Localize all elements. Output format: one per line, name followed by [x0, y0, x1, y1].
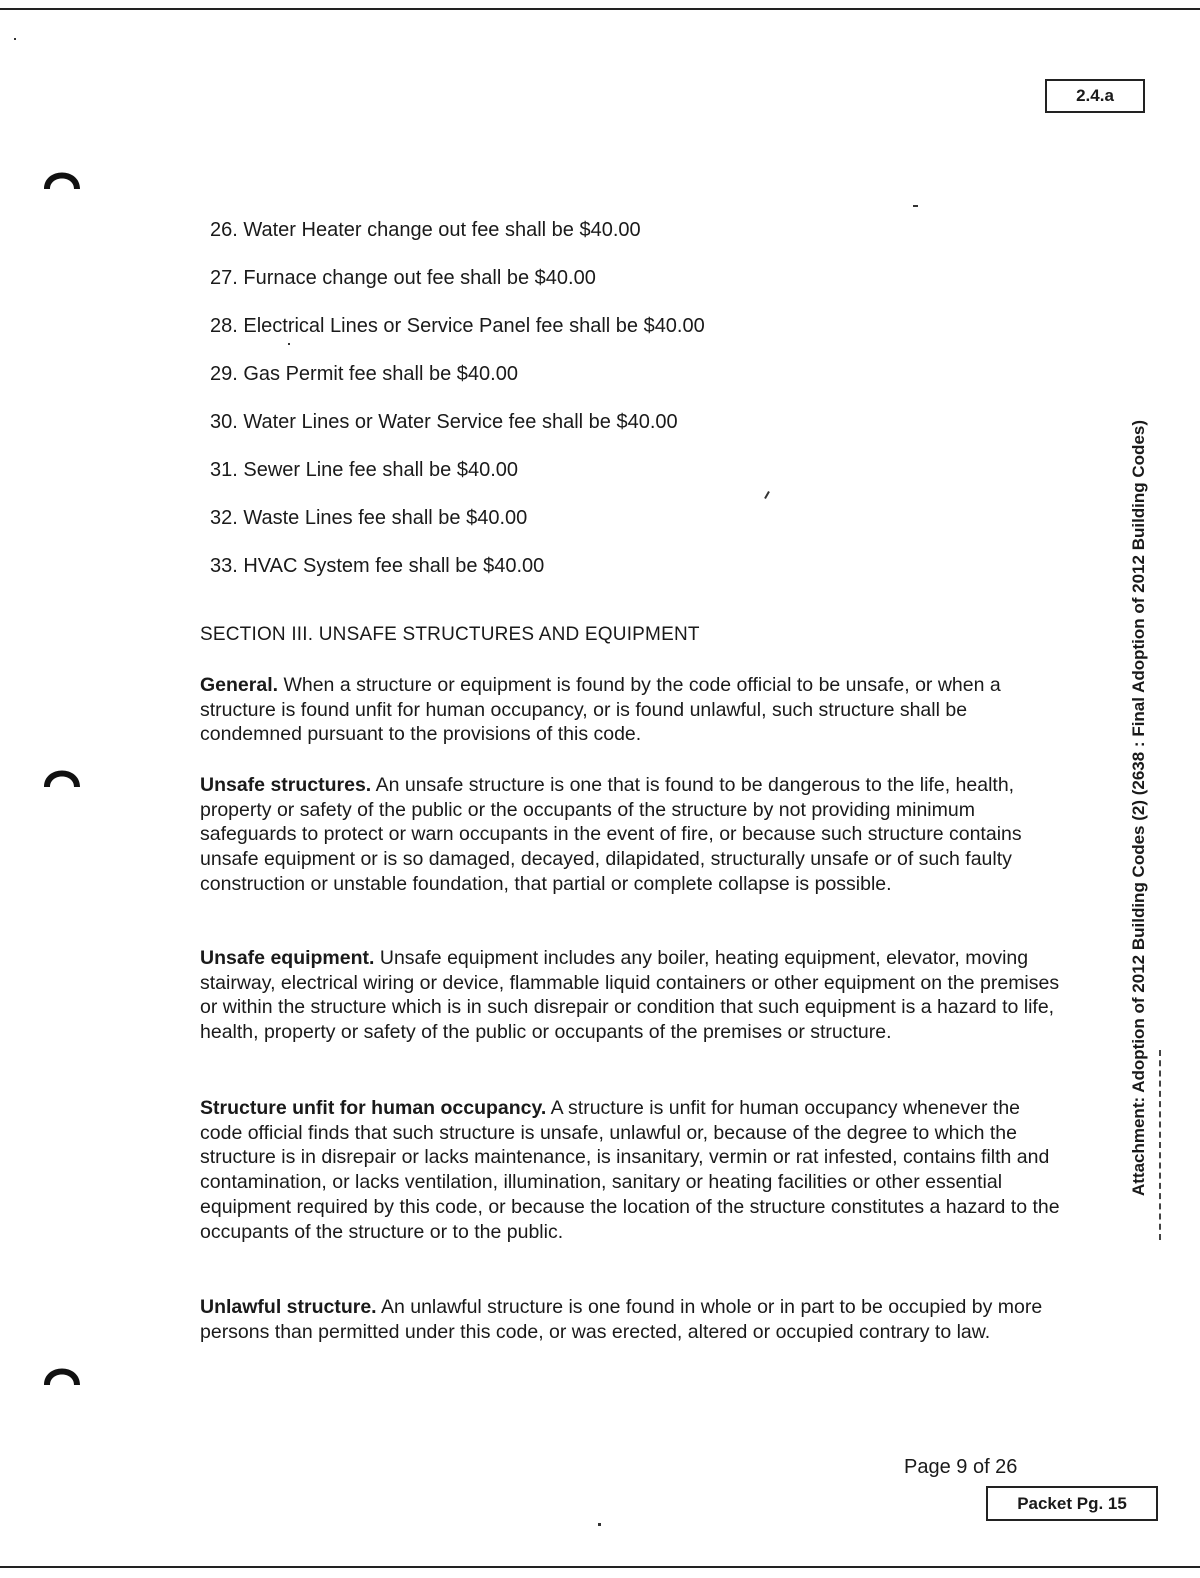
- punch-hole-icon: [40, 1357, 84, 1387]
- paragraph-unsafe-structures: [200, 773, 1060, 897]
- scan-speck: [598, 1523, 601, 1526]
- bottom-edge-line: [0, 1566, 1200, 1568]
- fee-item: 29. Gas Permit fee shall be $40.00: [210, 363, 518, 385]
- section-heading: SECTION III. UNSAFE STRUCTURES AND EQUIPMENT: [200, 624, 700, 645]
- paragraph-term: General.: [200, 674, 279, 696]
- fee-item: 28. Electrical Lines or Service Panel fee shall be $40.00: [210, 315, 705, 337]
- scan-speck: [913, 205, 918, 207]
- punch-hole-icon: [40, 161, 84, 191]
- fee-item: 27. Furnace change out fee shall be $40.00: [210, 267, 596, 289]
- top-edge-line: [0, 8, 1200, 10]
- paragraph-text: An unsafe structure is one that is found to be dangerous to the life, health, property or safety of the public or the occupants of the structure by not providing minimum safeguards to protect or warn occupants in the event of fire, or because such structure contains unsafe equipment or is so damaged, decayed, dilapidated, structurally unsafe or of such faulty construction or unstable foundation, that partial or complete collapse is possible.: [200, 774, 1022, 895]
- paragraph-text: A structure is unfit for human occupancy whenever the code official finds that such structure is unsafe, unlawful or, because of the degree to which the structure is in disrepair or lacks maintenance, is insanitary, vermin or rat infested, contains filth and contamination, or lacks ventilation, illumination, sanitary or heating facilities or other essential equipment required by this code, or because the location of the structure constitutes a hazard to the occupants of the structure or to the public.: [200, 1097, 1060, 1243]
- fee-item: 26. Water Heater change out fee shall be $40.00: [210, 219, 641, 241]
- scan-speck: [764, 491, 770, 499]
- agenda-item-number: 2.4.a: [1045, 79, 1145, 113]
- fee-item: 32. Waste Lines fee shall be $40.00: [210, 507, 528, 529]
- packet-page-number: Packet Pg. 15: [986, 1486, 1158, 1521]
- side-dashed-line: [1159, 1050, 1161, 1240]
- scan-speck: [14, 38, 16, 40]
- paragraph-general: [200, 673, 1060, 747]
- paragraph-term: Unsafe equipment.: [200, 947, 375, 969]
- paragraph-text: Unsafe equipment includes any boiler, heating equipment, elevator, moving stairway, electrical wiring or device, flammable liquid containers or other equipment on the premises or within the structure which is in such disrepair or condition that such equipment is a hazard to life, health, property or safety of the public or occupants of the premises or structure.: [200, 947, 1060, 1044]
- fee-item: 33. HVAC System fee shall be $40.00: [210, 555, 545, 577]
- paragraph-unsafe-equipment: [200, 946, 1060, 1045]
- paragraph-text: An unlawful structure is one found in whole or in part to be occupied by more persons than permitted under this code, or was erected, altered or occupied contrary to law.: [200, 1296, 1043, 1343]
- fee-list: [210, 218, 705, 602]
- fee-item: 31. Sewer Line fee shall be $40.00: [210, 459, 518, 481]
- paragraph-unfit-occupancy: [200, 1096, 1060, 1244]
- scan-speck: [288, 343, 290, 345]
- page-number: Page 9 of 26: [904, 1456, 1018, 1478]
- paragraph-unlawful-structure: [200, 1295, 1060, 1344]
- paragraph-text: When a structure or equipment is found by the code official to be unsafe, or when a structure is found unfit for human occupancy, or is found unlawful, such structure shall be condemned pursuant to the provisions of this code.: [200, 674, 1001, 746]
- fee-item: 30. Water Lines or Water Service fee shall be $40.00: [210, 411, 678, 433]
- paragraph-term: Unlawful structure.: [200, 1296, 377, 1318]
- paragraph-term: Unsafe structures.: [200, 774, 372, 796]
- attachment-caption: Attachment: Adoption of 2012 Building Codes (2) (2638 : Final Adoption of 2012 Building Codes): [1129, 419, 1148, 1197]
- paragraph-term: Structure unfit for human occupancy.: [200, 1097, 547, 1119]
- punch-hole-icon: [40, 759, 84, 789]
